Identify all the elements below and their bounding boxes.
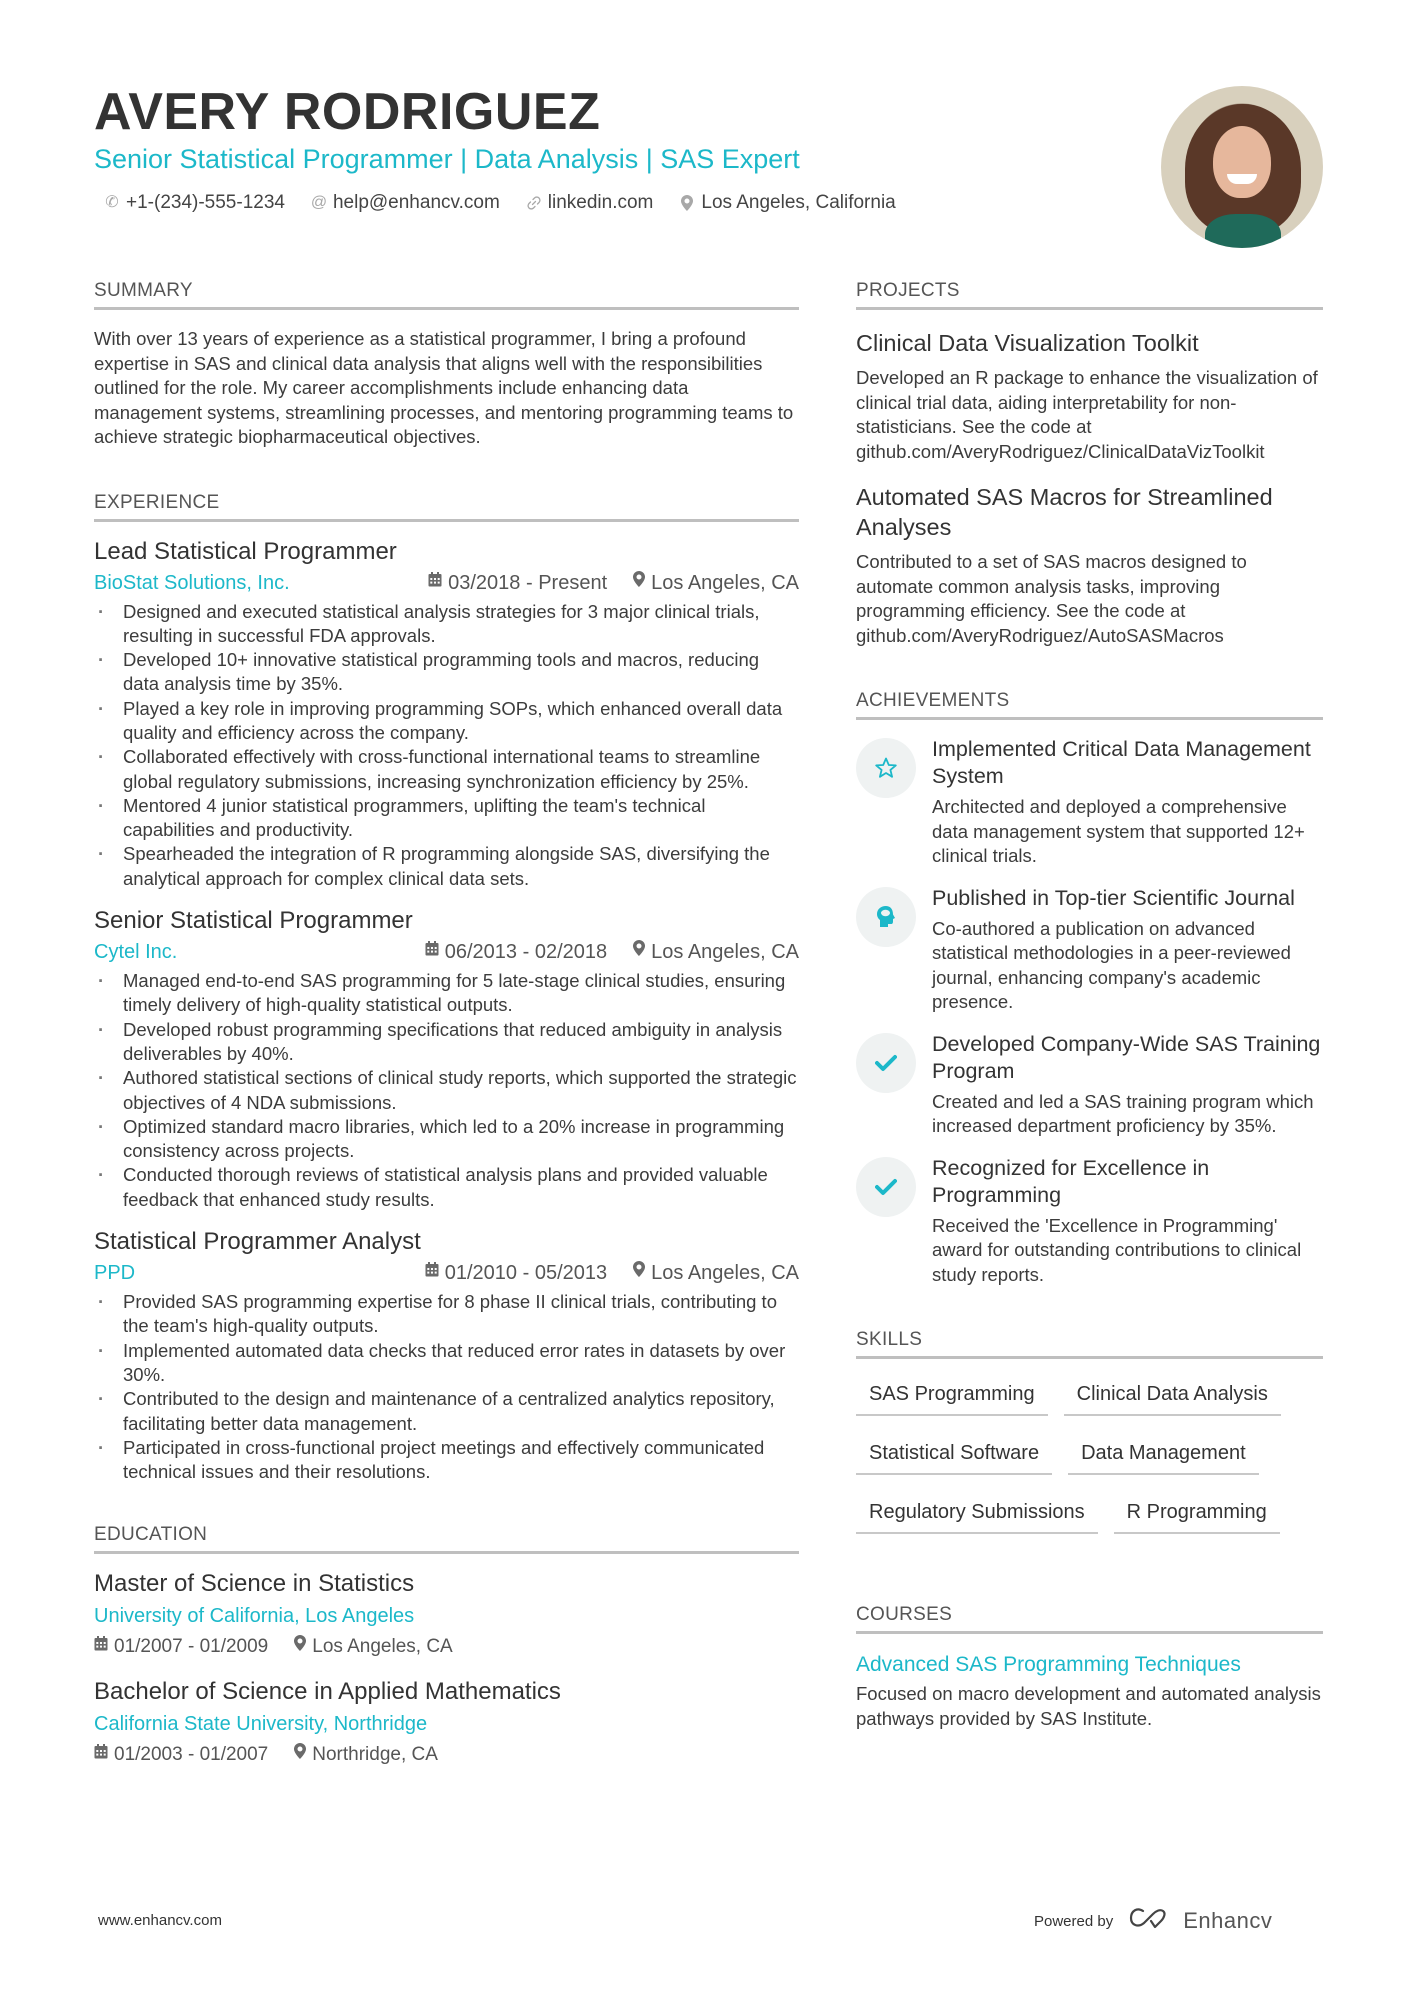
phone-icon: ✆ [105, 194, 119, 211]
skill-tag: Regulatory Submissions [856, 1489, 1098, 1534]
course-title: Advanced SAS Programming Techniques [856, 1653, 1241, 1676]
bullet-item: · Played a key role in improving programming SOPs, which enhanced overall data quality and efficiency across the company. [94, 697, 799, 746]
education-location: Northridge, CA [294, 1740, 438, 1770]
contact-phone[interactable] [104, 190, 285, 216]
location-pin-icon [294, 1740, 306, 1770]
education-location: Los Angeles, CA [294, 1632, 452, 1662]
calendar-icon [425, 937, 439, 967]
at-icon: @ [310, 194, 328, 211]
candidate-headline: Senior Statistical Programmer | Data Analysis | SAS Expert [94, 144, 800, 174]
achievement-entry [856, 736, 1323, 869]
powered-by-label: Powered by [1034, 1912, 1114, 1930]
education-meta-row [94, 1632, 799, 1662]
summary-text: With over 13 years of experience as a statistical programmer, I bring a profound expertise in SAS and clinical data analysis that aligns well with the responsibilities outlined for the role. My career accomplishments include enhancing data management systems, streamlining processes, and mentoring programming teams to achieve strategic biopharmaceutical objectives. [94, 328, 794, 447]
contact-linkedin-text: linkedin.com [547, 192, 654, 213]
company-name: BioStat Solutions, Inc. [94, 571, 290, 594]
checkmark-icon [856, 1157, 916, 1217]
course-entry [856, 1650, 1323, 1731]
company-name: Cytel Inc. [94, 941, 178, 964]
profile-photo [1161, 86, 1323, 248]
skill-tag: Data Management [1068, 1430, 1259, 1475]
achievement-entry [856, 1155, 1323, 1288]
job-bullets [94, 969, 799, 1212]
skills-section [856, 1327, 1323, 1548]
course-description: Focused on macro development and automated analysis pathways provided by SAS Institute. [856, 1683, 1321, 1729]
project-description: Contributed to a set of SAS macros designed to automate common analysis tasks, improving programming efficiency. See the code at github.com/AveryRodriguez/AutoSASMacros [856, 551, 1247, 646]
enhancv-logo[interactable] [1129, 1906, 1272, 1936]
job-entry [94, 536, 799, 892]
footer-website-link[interactable]: www.enhancv.com [98, 1912, 222, 1929]
footer-powered-by [1034, 1906, 1272, 1936]
education-entry [94, 1676, 799, 1770]
job-dates: 06/2013 - 02/2018 [425, 937, 607, 967]
link-icon [526, 196, 542, 210]
location-pin-icon [633, 1258, 645, 1288]
enhancv-brand-name: Enhancv [1183, 1908, 1273, 1933]
degree-title: Bachelor of Science in Applied Mathematics [94, 1678, 561, 1706]
job-entry [94, 1226, 799, 1484]
education-section [94, 1522, 799, 1770]
job-meta-row [94, 937, 799, 967]
project-entry [856, 482, 1323, 648]
section-title-summary: SUMMARY [94, 278, 799, 310]
skill-tag: R Programming [1114, 1489, 1280, 1534]
job-bullets [94, 600, 799, 892]
section-title-education: EDUCATION [94, 1522, 799, 1554]
contact-linkedin[interactable] [526, 190, 654, 216]
bullet-item: · Mentored 4 junior statistical programmers, uplifting the team's technical capabilities and productivity. [94, 794, 799, 843]
job-title: Lead Statistical Programmer [94, 537, 397, 565]
contact-location [679, 190, 895, 216]
achievement-description: Architected and deployed a comprehensive data management system that supported 12+ clinical trials. [932, 796, 1305, 866]
bullet-item: · Authored statistical sections of clinical study reports, which supported the strategic objectives of 4 NDA submissions. [94, 1066, 799, 1115]
achievement-title: Implemented Critical Data Management System [932, 737, 1311, 788]
achievement-title: Recognized for Excellence in Programming [932, 1155, 1210, 1207]
job-bullets [94, 1290, 799, 1484]
contact-email[interactable] [311, 190, 500, 216]
job-meta-row [94, 1258, 799, 1288]
company-name: PPD [94, 1262, 136, 1285]
checkmark-icon [856, 1033, 916, 1093]
education-dates: 01/2003 - 01/2007 [94, 1740, 268, 1770]
candidate-name: AVERY RODRIGUEZ [94, 83, 601, 141]
location-pin-icon [633, 937, 645, 967]
skill-tag: Clinical Data Analysis [1064, 1371, 1281, 1416]
job-dates: 03/2018 - Present [428, 568, 607, 598]
bullet-item: · Optimized standard macro libraries, which led to a 20% increase in programming consistency across projects. [94, 1115, 799, 1164]
bullet-item: · Spearheaded the integration of R programming alongside SAS, diversifying the analytical approach for complex clinical data sets. [94, 842, 799, 891]
degree-title: Master of Science in Statistics [94, 1570, 415, 1598]
job-meta-row [94, 568, 799, 598]
job-title: Senior Statistical Programmer [94, 907, 413, 935]
achievement-entry [856, 1031, 1323, 1139]
bullet-item: · Collaborated effectively with cross-functional international teams to streamline global regulatory submissions, increasing synchronization efficiency by 25%. [94, 745, 799, 794]
education-entry [94, 1568, 799, 1662]
location-icon [679, 195, 695, 211]
achievement-title: Published in Top-tier Scientific Journal [932, 885, 1295, 910]
school-name: California State University, Northridge [94, 1713, 428, 1736]
achievements-section [856, 688, 1323, 1287]
experience-section [94, 490, 799, 1485]
contact-email-text: help@enhancv.com [332, 192, 500, 213]
bullet-item: · Participated in cross-functional project meetings and effectively communicated technical issues and their resolutions. [94, 1436, 799, 1485]
job-location: Los Angeles, CA [633, 1258, 799, 1288]
right-column [856, 278, 1323, 1761]
job-entry [94, 905, 799, 1212]
section-title-experience: EXPERIENCE [94, 490, 799, 522]
bullet-item: · Implemented automated data checks that reduced error rates in datasets by over 30%. [94, 1339, 799, 1388]
enhancv-logo-icon [1129, 1906, 1175, 1936]
contact-phone-text: +1-(234)-555-1234 [126, 192, 285, 213]
school-name: University of California, Los Angeles [94, 1605, 415, 1628]
job-location: Los Angeles, CA [633, 568, 799, 598]
skill-tag: SAS Programming [856, 1371, 1048, 1416]
bullet-item: · Developed robust programming specifications that reduced ambiguity in analysis deliverables by 40%. [94, 1018, 799, 1067]
section-title-skills: SKILLS [856, 1327, 1323, 1359]
bullet-item: · Designed and executed statistical analysis strategies for 3 major clinical trials, resulting in successful FDA approvals. [94, 600, 799, 649]
project-entry [856, 328, 1323, 464]
contact-bar [104, 190, 896, 216]
left-column [94, 278, 799, 1800]
project-title: Clinical Data Visualization Toolkit [856, 330, 1199, 356]
job-location: Los Angeles, CA [633, 937, 799, 967]
bullet-item: · Contributed to the design and maintenance of a centralized analytics repository, facilitating better data management. [94, 1387, 799, 1436]
location-pin-icon [633, 568, 645, 598]
projects-section [856, 278, 1323, 648]
achievement-entry [856, 885, 1323, 1015]
location-pin-icon [294, 1632, 306, 1662]
project-title: Automated SAS Macros for Streamlined Analyses [856, 484, 1273, 540]
calendar-icon [425, 1258, 439, 1288]
job-title: Statistical Programmer Analyst [94, 1228, 421, 1256]
achievement-title: Developed Company-Wide SAS Training Program [932, 1031, 1321, 1083]
calendar-icon [94, 1632, 108, 1662]
bullet-item: · Provided SAS programming expertise for 8 phase II clinical trials, contributing to the team's high-quality outputs. [94, 1290, 799, 1339]
skills-list [856, 1371, 1323, 1548]
calendar-icon [428, 568, 442, 598]
bullet-item: · Developed 10+ innovative statistical programming tools and macros, reducing data analysis time by 35%. [94, 648, 799, 697]
star-icon [856, 738, 916, 798]
education-dates: 01/2007 - 01/2009 [94, 1632, 268, 1662]
bullet-item: · Conducted thorough reviews of statistical analysis plans and provided valuable feedback that enhanced study results. [94, 1163, 799, 1212]
section-title-courses: COURSES [856, 1602, 1323, 1634]
achievement-description: Received the 'Excellence in Programming' award for outstanding contributions to clinical study reports. [932, 1214, 1302, 1285]
contact-location-text: Los Angeles, California [701, 192, 896, 213]
summary-section [94, 278, 799, 450]
education-meta-row [94, 1740, 799, 1770]
section-title-achievements: ACHIEVEMENTS [856, 688, 1323, 720]
section-title-projects: PROJECTS [856, 278, 1323, 310]
achievement-description: Created and led a SAS training program which increased department proficiency by 35%. [932, 1090, 1314, 1136]
skill-tag: Statistical Software [856, 1430, 1052, 1475]
job-dates: 01/2010 - 05/2013 [425, 1258, 607, 1288]
project-description: Developed an R package to enhance the visualization of clinical trial data, aiding interpretability for non-statisticians. See the code at github.com/AveryRodriguez/ClinicalDataVizToolkit [856, 367, 1318, 462]
calendar-icon [94, 1740, 108, 1770]
achievement-description: Co-authored a publication on advanced statistical methodologies in a peer-reviewed journal, enhancing company's academic presence. [932, 917, 1291, 1012]
brain-head-icon [856, 887, 916, 947]
bullet-item: · Managed end-to-end SAS programming for 5 late-stage clinical studies, ensuring timely delivery of high-quality statistical outputs. [94, 969, 799, 1018]
courses-section [856, 1602, 1323, 1731]
